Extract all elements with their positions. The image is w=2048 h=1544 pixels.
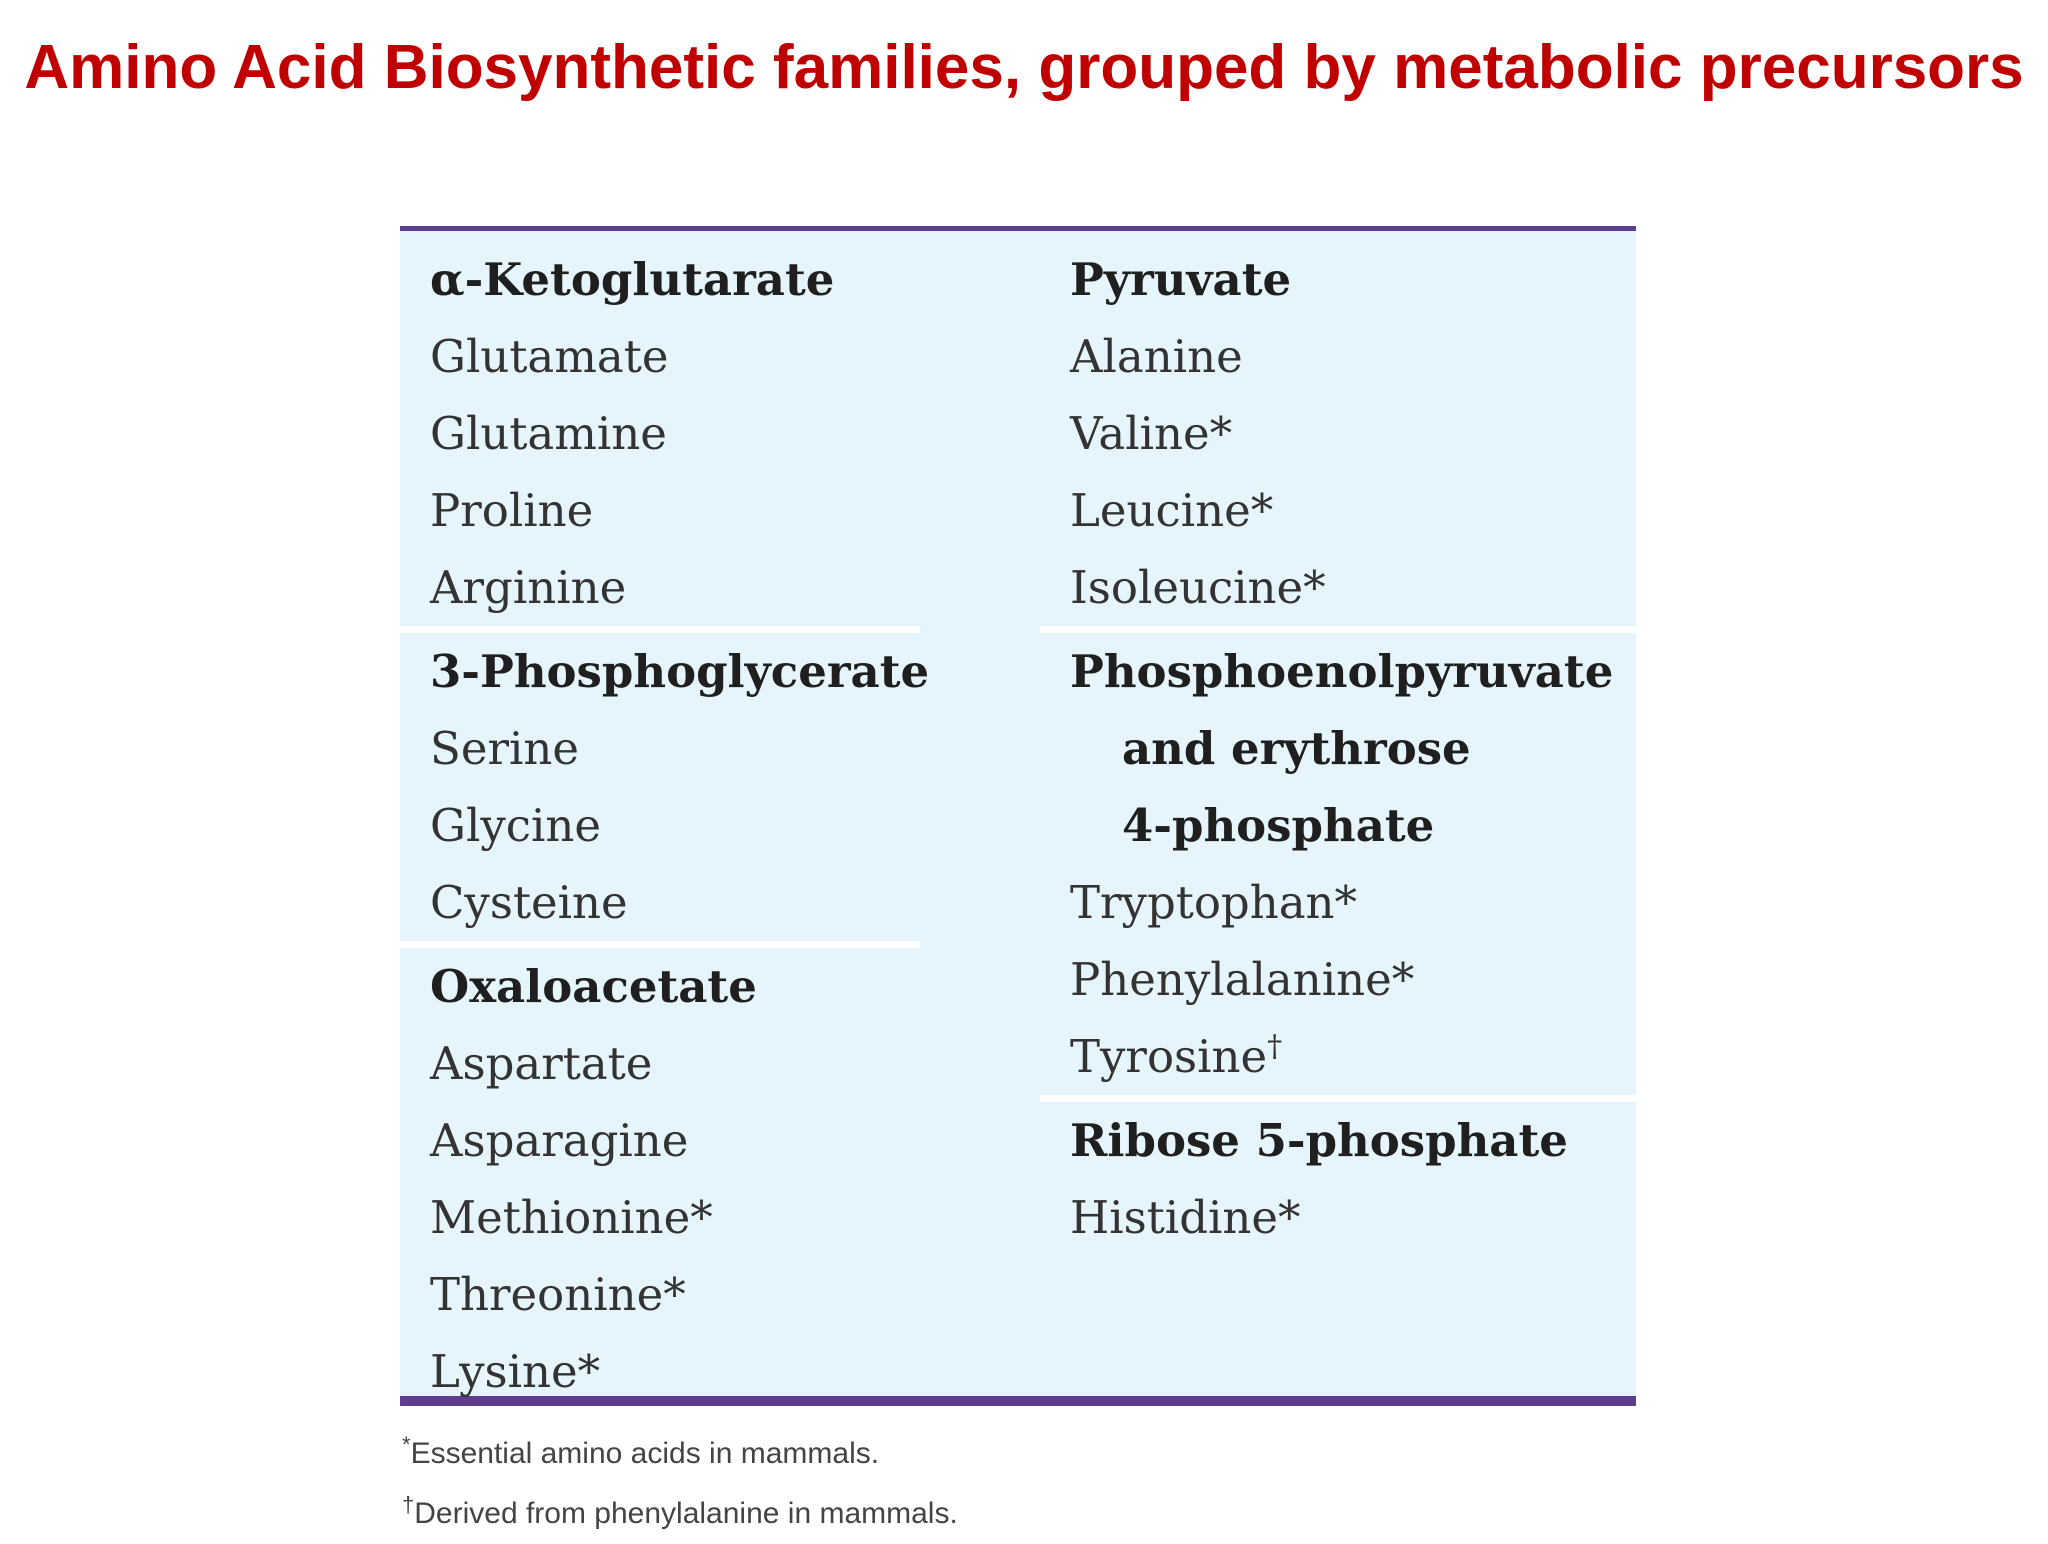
precursor-heading: Ribose 5-phosphate — [1070, 1114, 1568, 1167]
precursor-table — [400, 226, 1636, 1406]
group-alpha-ketoglutarate — [400, 241, 920, 626]
asterisk-symbol: * — [402, 1432, 411, 1457]
amino-acid-item: Glutamate — [430, 330, 669, 383]
amino-acid-item: Valine* — [1070, 407, 1233, 460]
right-column — [1040, 241, 1636, 1256]
group-3-phosphoglycerate — [400, 626, 930, 941]
amino-acid-item: Proline — [430, 484, 594, 537]
amino-acid-item: Asparagine — [430, 1114, 689, 1167]
amino-acid-item: Aspartate — [430, 1037, 653, 1090]
amino-acid-item-tyrosine — [1040, 1018, 1636, 1095]
precursor-heading: Phosphoenolpyruvate — [1070, 645, 1614, 698]
group-oxaloacetate — [400, 941, 920, 1410]
precursor-heading: α-Ketoglutarate — [430, 253, 835, 306]
amino-acid-item: Methionine* — [430, 1191, 713, 1244]
footnote-text: Derived from phenylalanine in mammals. — [414, 1497, 958, 1530]
amino-acid-name: Tyrosine — [1070, 1030, 1268, 1083]
precursor-heading: Pyruvate — [1070, 253, 1292, 306]
amino-acid-item: Leucine* — [1070, 484, 1274, 537]
group-pyruvate — [1040, 241, 1636, 626]
amino-acid-item: Isoleucine* — [1070, 561, 1326, 614]
amino-acid-item: Cysteine — [430, 876, 628, 929]
amino-acid-item: Phenylalanine* — [1070, 953, 1415, 1006]
slide-title: Amino Acid Biosynthetic families, grouped by metabolic precursors — [24, 33, 2024, 102]
precursor-heading: 3-Phosphoglycerate — [430, 645, 930, 698]
amino-acid-item: Serine — [430, 722, 579, 775]
group-ribose-5-phosphate — [1040, 1095, 1636, 1256]
footnote-essential — [402, 1424, 958, 1484]
dagger-symbol: † — [402, 1492, 415, 1517]
amino-acid-item: Histidine* — [1070, 1191, 1301, 1244]
dagger-mark: † — [1267, 1029, 1283, 1064]
precursor-heading-continued: 4-phosphate — [1122, 799, 1435, 852]
group-phosphoenolpyruvate — [1040, 626, 1636, 1095]
footnote-text: Essential amino acids in mammals. — [410, 1437, 880, 1470]
footnote-derived — [402, 1484, 958, 1544]
precursor-heading-continued: and erythrose — [1122, 722, 1471, 775]
amino-acid-item: Alanine — [1070, 330, 1243, 383]
amino-acid-item: Arginine — [430, 561, 627, 614]
precursor-heading: Oxaloacetate — [430, 960, 757, 1013]
left-column — [400, 241, 930, 1410]
amino-acid-item: Threonine* — [430, 1268, 686, 1321]
amino-acid-item: Tryptophan* — [1070, 876, 1358, 929]
amino-acid-item: Lysine* — [430, 1345, 601, 1398]
amino-acid-item: Glycine — [430, 799, 601, 852]
amino-acid-item: Glutamine — [430, 407, 667, 460]
footnotes — [402, 1424, 958, 1544]
